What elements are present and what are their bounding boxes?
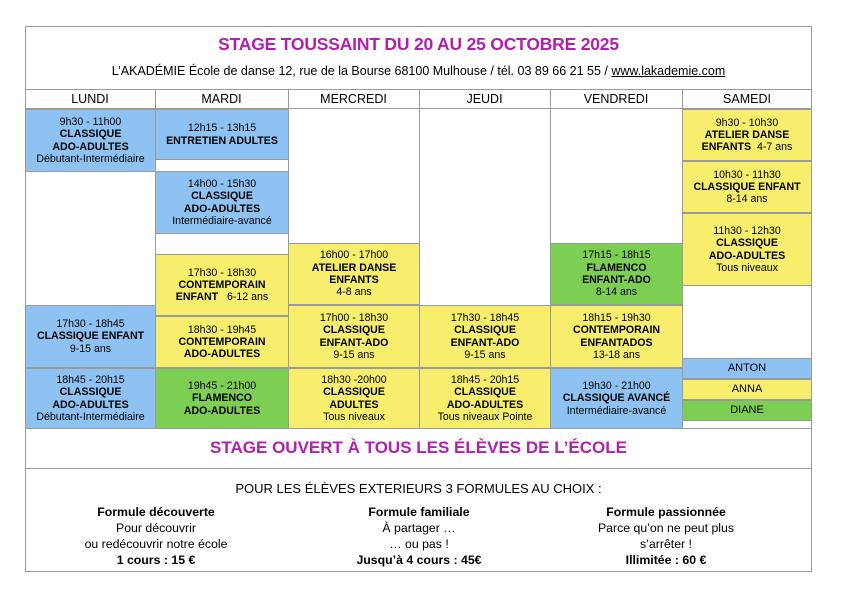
teacher-legend-anton [682, 358, 812, 379]
class-group: ENFANT-ADO [582, 274, 651, 286]
class-level: 9-15 ans [333, 348, 375, 361]
class-group: ADO-ADULTES [52, 398, 129, 411]
class-group: ADO-ADULTES [52, 140, 129, 153]
class-level: 13-18 ans [592, 348, 641, 361]
formula-decouverte [46, 504, 266, 568]
class-block-mardi-5 [155, 368, 289, 429]
class-group: ENFANTS [329, 274, 379, 286]
formula-passionnee [556, 504, 776, 568]
day-lundi: LUNDI [71, 92, 109, 106]
formula-line: Parce qu’on ne peut plus [597, 521, 735, 535]
class-time: 19h45 - 21h00 [187, 380, 257, 393]
class-group: ENFANT-ADO [319, 336, 389, 349]
class-age: 4-7 ans [757, 141, 793, 154]
class-time: 16h00 - 17h00 [319, 249, 389, 262]
class-group: ADO-ADULTES [183, 202, 261, 215]
formula-title: Formule passionnée [606, 505, 726, 519]
class-level: Débutant-Intermédiaire [36, 410, 145, 423]
class-level: 9-15 ans [464, 348, 506, 361]
teacher-legend-diane [682, 400, 812, 421]
class-time: 17h30 - 18h45 [450, 311, 520, 324]
class-name: CLASSIQUE [59, 386, 122, 399]
class-level: 9-15 ans [69, 342, 112, 355]
banner-divider [25, 468, 812, 469]
class-level: Tous niveaux [716, 261, 778, 274]
class-time: 18h45 - 20h15 [56, 373, 125, 386]
teacher-name: DIANE [730, 404, 764, 417]
class-level: Tous niveaux [323, 410, 385, 423]
teacher-legend-anna [682, 379, 812, 400]
class-name: CLASSIQUE [454, 386, 516, 399]
class-name: CLASSIQUE [59, 128, 122, 141]
class-block-jeudi-2 [419, 368, 551, 429]
class-time: 17h30 - 18h45 [56, 318, 125, 331]
class-time: 18h30 -20h00 [321, 373, 387, 386]
class-block-samedi-2 [682, 161, 812, 213]
class-name: CLASSIQUE ENFANT [36, 330, 145, 343]
class-name: ATELIER DANSE [311, 261, 397, 274]
class-group: ADO-ADULTES [446, 398, 524, 411]
formula-price: Jusqu’à 4 cours : 45€ [356, 553, 482, 567]
class-name: CONTEMPORAIN [178, 335, 266, 348]
day-mercredi: MERCREDI [320, 92, 387, 106]
class-group: ENFANT [175, 291, 219, 304]
class-time: 19h30 - 21h00 [582, 380, 651, 393]
formulas-intro: POUR LES ÉLÈVES EXTERIEURS 3 FORMULES AU CHOIX : [235, 481, 602, 496]
class-name: CLASSIQUE [191, 190, 253, 203]
class-block-samedi-1 [682, 109, 812, 161]
class-block-mercredi-2 [288, 305, 420, 368]
class-name: FLAMENCO [586, 261, 647, 274]
class-block-mardi-3 [155, 254, 289, 316]
formula-line: … ou pas ! [389, 537, 449, 551]
teacher-name: ANTON [727, 362, 767, 375]
class-block-mardi-4 [155, 316, 289, 368]
class-time: 17h00 - 18h30 [319, 311, 389, 324]
formula-line: À partager … [382, 521, 456, 535]
class-time: 9h30 - 10h30 [715, 116, 779, 129]
formula-familiale [309, 504, 529, 568]
class-group-age [176, 291, 268, 303]
school-address [25, 64, 812, 78]
class-group: ADULTES [329, 398, 379, 411]
address-text: L’AKADÉMIE École de danse 12, rue de la Bourse 68100 Mulhouse / tél. 03 89 66 21 55 / [111, 64, 612, 78]
class-name: CLASSIQUE AVANCÉ [562, 392, 671, 405]
class-time: 14h00 - 15h30 [187, 177, 257, 190]
formula-title: Formule familiale [368, 505, 470, 519]
class-time: 18h45 - 20h15 [450, 373, 520, 386]
teacher-name: ANNA [731, 383, 763, 396]
formula-title: Formule découverte [97, 505, 215, 519]
class-block-jeudi-1 [419, 305, 551, 368]
class-level: Intermédiaire-avancé [172, 214, 272, 227]
class-time: 10h30 - 11h30 [713, 168, 781, 181]
class-block-samedi-3 [682, 213, 812, 286]
class-time: 9h30 - 11h00 [59, 115, 122, 128]
class-time: 12h15 - 13h15 [187, 122, 257, 135]
day-jeudi: JEUDI [466, 92, 503, 106]
formula-line: s’arrêter ! [640, 537, 692, 551]
class-name: CLASSIQUE [454, 324, 516, 337]
class-level: Débutant-Intermédiaire [36, 152, 145, 165]
formula-price: Illimitée : 60 € [625, 553, 707, 567]
class-level: 4-8 ans [336, 286, 372, 299]
class-time: 18h30 - 19h45 [187, 323, 257, 336]
class-name: ATELIER DANSE [704, 128, 790, 141]
class-age: 6-12 ans [226, 291, 269, 304]
class-level: 8-14 ans [595, 286, 638, 299]
class-block-mercredi-1 [288, 243, 420, 305]
class-group: ADO-ADULTES [183, 348, 261, 361]
open-stage-banner: STAGE OUVERT À TOUS LES ÉLÈVES DE L’ÉCOLE [210, 438, 627, 457]
class-name: CLASSIQUE [716, 237, 778, 250]
class-group: ENFANTADOS [580, 336, 653, 349]
class-block-vendredi-1 [550, 243, 683, 305]
class-time: 11h30 - 12h30 [713, 224, 781, 237]
class-group: ADO-ADULTES [708, 249, 786, 262]
class-group-age [702, 141, 793, 153]
class-name: CONTEMPORAIN [178, 278, 266, 291]
day-samedi: SAMEDI [723, 92, 771, 106]
formula-line: ou redécouvrir notre école [84, 537, 228, 551]
class-name: ENTRETIEN ADULTES [166, 134, 278, 147]
class-name: CLASSIQUE ENFANT [693, 180, 801, 193]
website-link[interactable]: www.lakademie.com [611, 64, 726, 78]
class-name: CONTEMPORAIN [572, 324, 661, 337]
class-block-lundi-1 [25, 109, 156, 172]
formula-price: 1 cours : 15 € [116, 553, 196, 567]
class-name: CLASSIQUE [323, 324, 385, 337]
day-mardi: MARDI [201, 92, 242, 106]
class-block-mardi-1 [155, 109, 289, 160]
day-vendredi: VENDREDI [583, 92, 649, 106]
class-block-mardi-2 [155, 171, 289, 234]
class-time: 17h15 - 18h15 [582, 249, 651, 262]
class-time: 17h30 - 18h30 [187, 266, 257, 279]
class-level: Tous niveaux Pointe [437, 410, 533, 423]
class-block-lundi-3 [25, 368, 156, 429]
class-level: 8-14 ans [726, 193, 768, 206]
class-group: ENFANTS [701, 141, 752, 154]
class-block-vendredi-3 [550, 368, 683, 429]
class-block-lundi-2 [25, 305, 156, 368]
class-name: CLASSIQUE [323, 386, 385, 399]
class-level: Intermédiaire-avancé [566, 404, 667, 417]
class-time: 18h15 - 19h30 [582, 311, 651, 324]
class-name: FLAMENCO [191, 392, 253, 405]
class-block-vendredi-2 [550, 305, 683, 368]
class-group: ENFANT-ADO [450, 336, 520, 349]
formula-line: Pour découvrir [116, 521, 196, 535]
page-title: STAGE TOUSSAINT DU 20 AU 25 OCTOBRE 2025 [218, 34, 619, 54]
class-block-mercredi-3 [288, 368, 420, 429]
class-group: ADO-ADULTES [183, 404, 261, 417]
